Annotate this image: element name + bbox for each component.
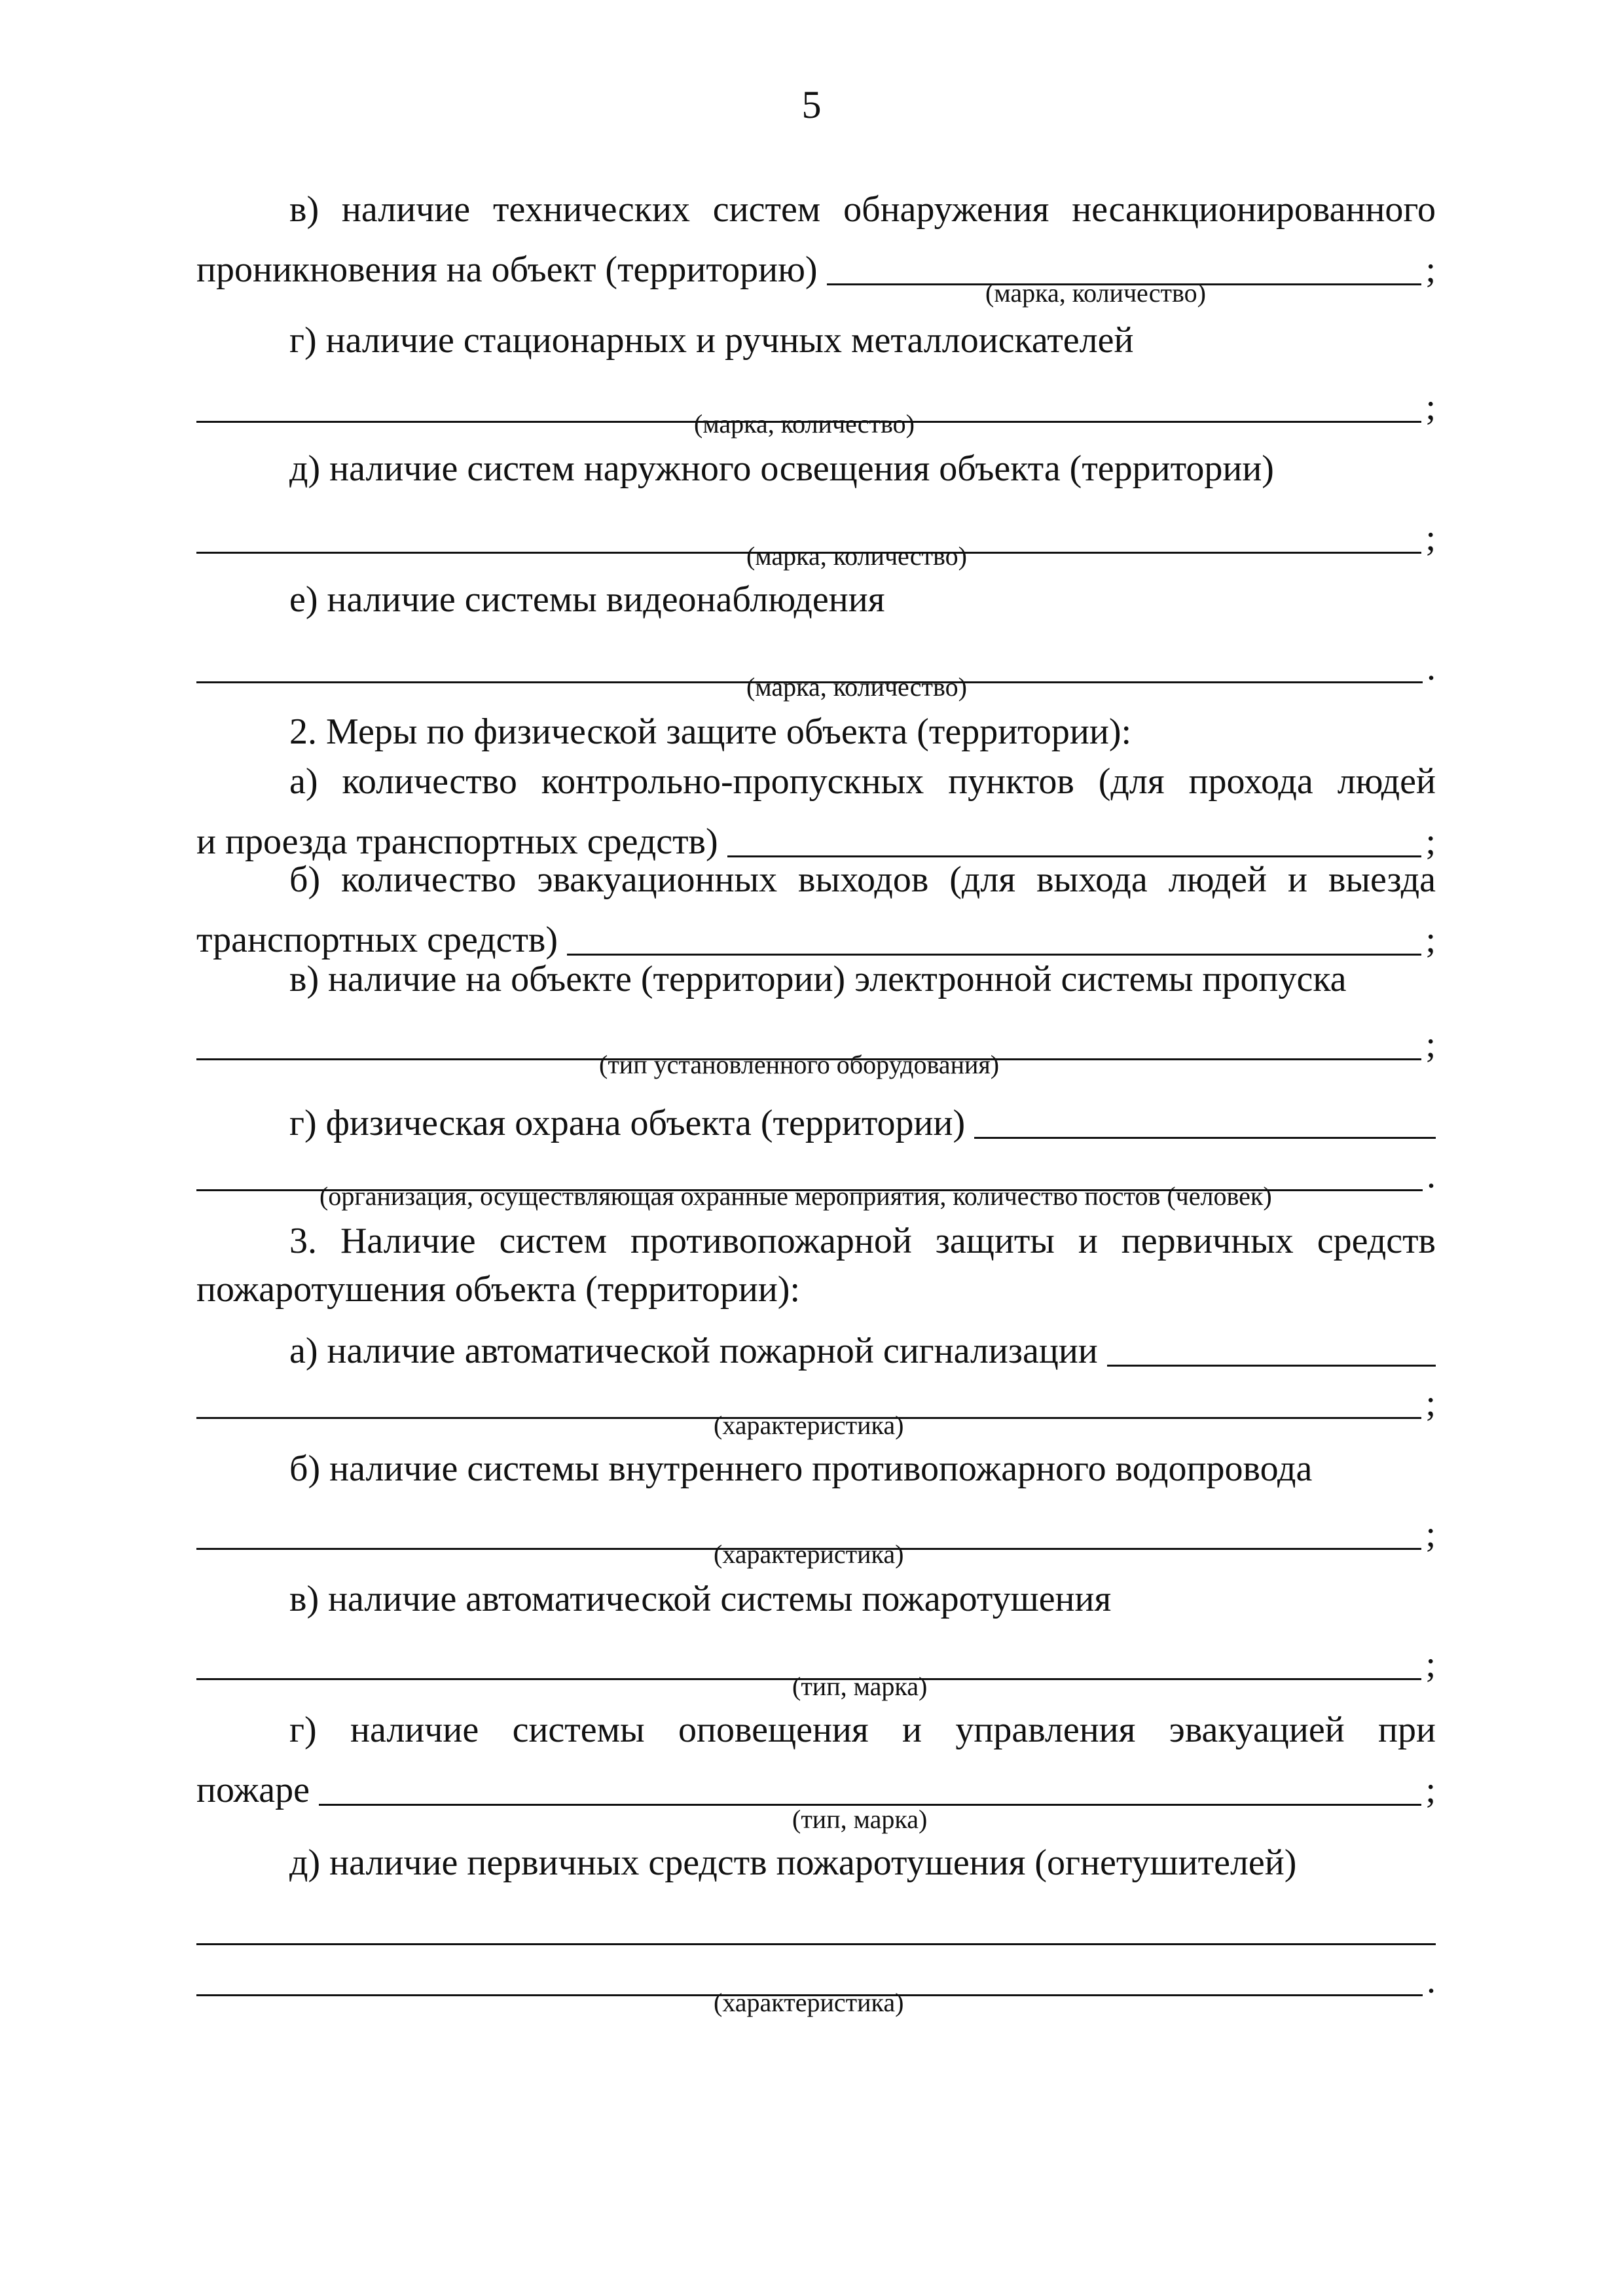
- answer-blank[interactable]: [567, 917, 1421, 956]
- section-heading: пожаротушения объекта (территории):: [196, 1269, 801, 1310]
- section-heading: 2. Меры по физической защите объекта (территории):: [289, 711, 1132, 752]
- line-end-punct: ;: [1425, 1383, 1436, 1424]
- item-text-line: пожаре: [196, 1770, 310, 1810]
- answer-blank[interactable]: [319, 1767, 1421, 1806]
- item-answer-line: [196, 1898, 1436, 1948]
- line-end-punct: ;: [1425, 1644, 1436, 1685]
- line-end-punct: .: [1427, 1155, 1436, 1196]
- field-caption: (организация, осуществляющая охранные мероприятия, количество постов (человек): [319, 1181, 1272, 1211]
- item-answer-line: [196, 810, 1436, 860]
- line-end-punct: ;: [1425, 249, 1436, 290]
- line-end-punct: ;: [1425, 1024, 1436, 1065]
- item-text-line: б) количество эвакуационных выходов (для выхода людей и выезда: [289, 859, 1436, 900]
- line-end-punct: ;: [1425, 387, 1436, 427]
- field-caption: (марка, количество): [985, 278, 1206, 308]
- item-text-line: е) наличие системы видеонаблюдения: [289, 579, 885, 620]
- line-end-punct: ;: [1425, 1514, 1436, 1554]
- page-number: 5: [801, 83, 822, 126]
- item-answer-line: [196, 1759, 1436, 1808]
- item-answer-line: [196, 1319, 1436, 1369]
- line-end-punct: .: [1427, 1960, 1436, 2001]
- item-text-line: б) наличие системы внутреннего противопожарного водопровода: [289, 1448, 1313, 1489]
- item-text-line: д) наличие первичных средств пожаротушения (огнетушителей): [289, 1842, 1297, 1883]
- item-text-line: в) наличие автоматической системы пожаротушения: [289, 1579, 1112, 1619]
- answer-blank[interactable]: [196, 1907, 1436, 1945]
- item-answer-line: [196, 908, 1436, 958]
- field-caption: (характеристика): [714, 1539, 904, 1569]
- field-caption: (тип, марка): [792, 1804, 928, 1834]
- answer-blank[interactable]: [727, 819, 1422, 857]
- field-caption: (тип, марка): [792, 1672, 928, 1701]
- item-text-line: в) наличие на объекте (территории) электронной системы пропуска: [289, 959, 1347, 999]
- item-text-line: г) физическая охрана объекта (территории): [289, 1103, 966, 1143]
- field-caption: (характеристика): [714, 1410, 904, 1440]
- line-end-punct: ;: [1425, 920, 1436, 960]
- item-answer-line: [196, 1092, 1436, 1141]
- line-end-punct: .: [1427, 647, 1436, 688]
- field-caption: (характеристика): [714, 1988, 904, 2017]
- item-text-line: и проезда транспортных средств): [196, 821, 718, 862]
- field-caption: (марка, количество): [694, 409, 915, 439]
- field-caption: (марка, количество): [746, 541, 967, 571]
- item-text-line: проникновения на объект (территорию): [196, 249, 818, 290]
- line-end-punct: ;: [1425, 518, 1436, 558]
- answer-blank[interactable]: [1107, 1328, 1436, 1367]
- item-text-line: д) наличие систем наружного освещения объекта (территории): [289, 448, 1274, 489]
- item-text-line: транспортных средств): [196, 920, 558, 960]
- item-text-line: а) количество контрольно-пропускных пунктов (для прохода людей: [289, 761, 1436, 802]
- line-end-punct: ;: [1425, 1770, 1436, 1810]
- item-answer-line: [196, 238, 1436, 288]
- item-text-line: в) наличие технических систем обнаружения несанкционированного: [289, 189, 1436, 230]
- item-text-line: а) наличие автоматической пожарной сигнализации: [289, 1331, 1098, 1371]
- line-end-punct: ;: [1425, 821, 1436, 862]
- answer-blank[interactable]: [974, 1100, 1436, 1139]
- field-caption: (тип установленного оборудования): [599, 1050, 1000, 1079]
- item-text-line: г) наличие системы оповещения и управления эвакуацией при: [289, 1710, 1436, 1750]
- field-caption: (марка, количество): [746, 672, 967, 702]
- item-text-line: г) наличие стационарных и ручных металлоискателей: [289, 320, 1134, 361]
- section-heading: 3. Наличие систем противопожарной защиты и первичных средств: [289, 1221, 1436, 1261]
